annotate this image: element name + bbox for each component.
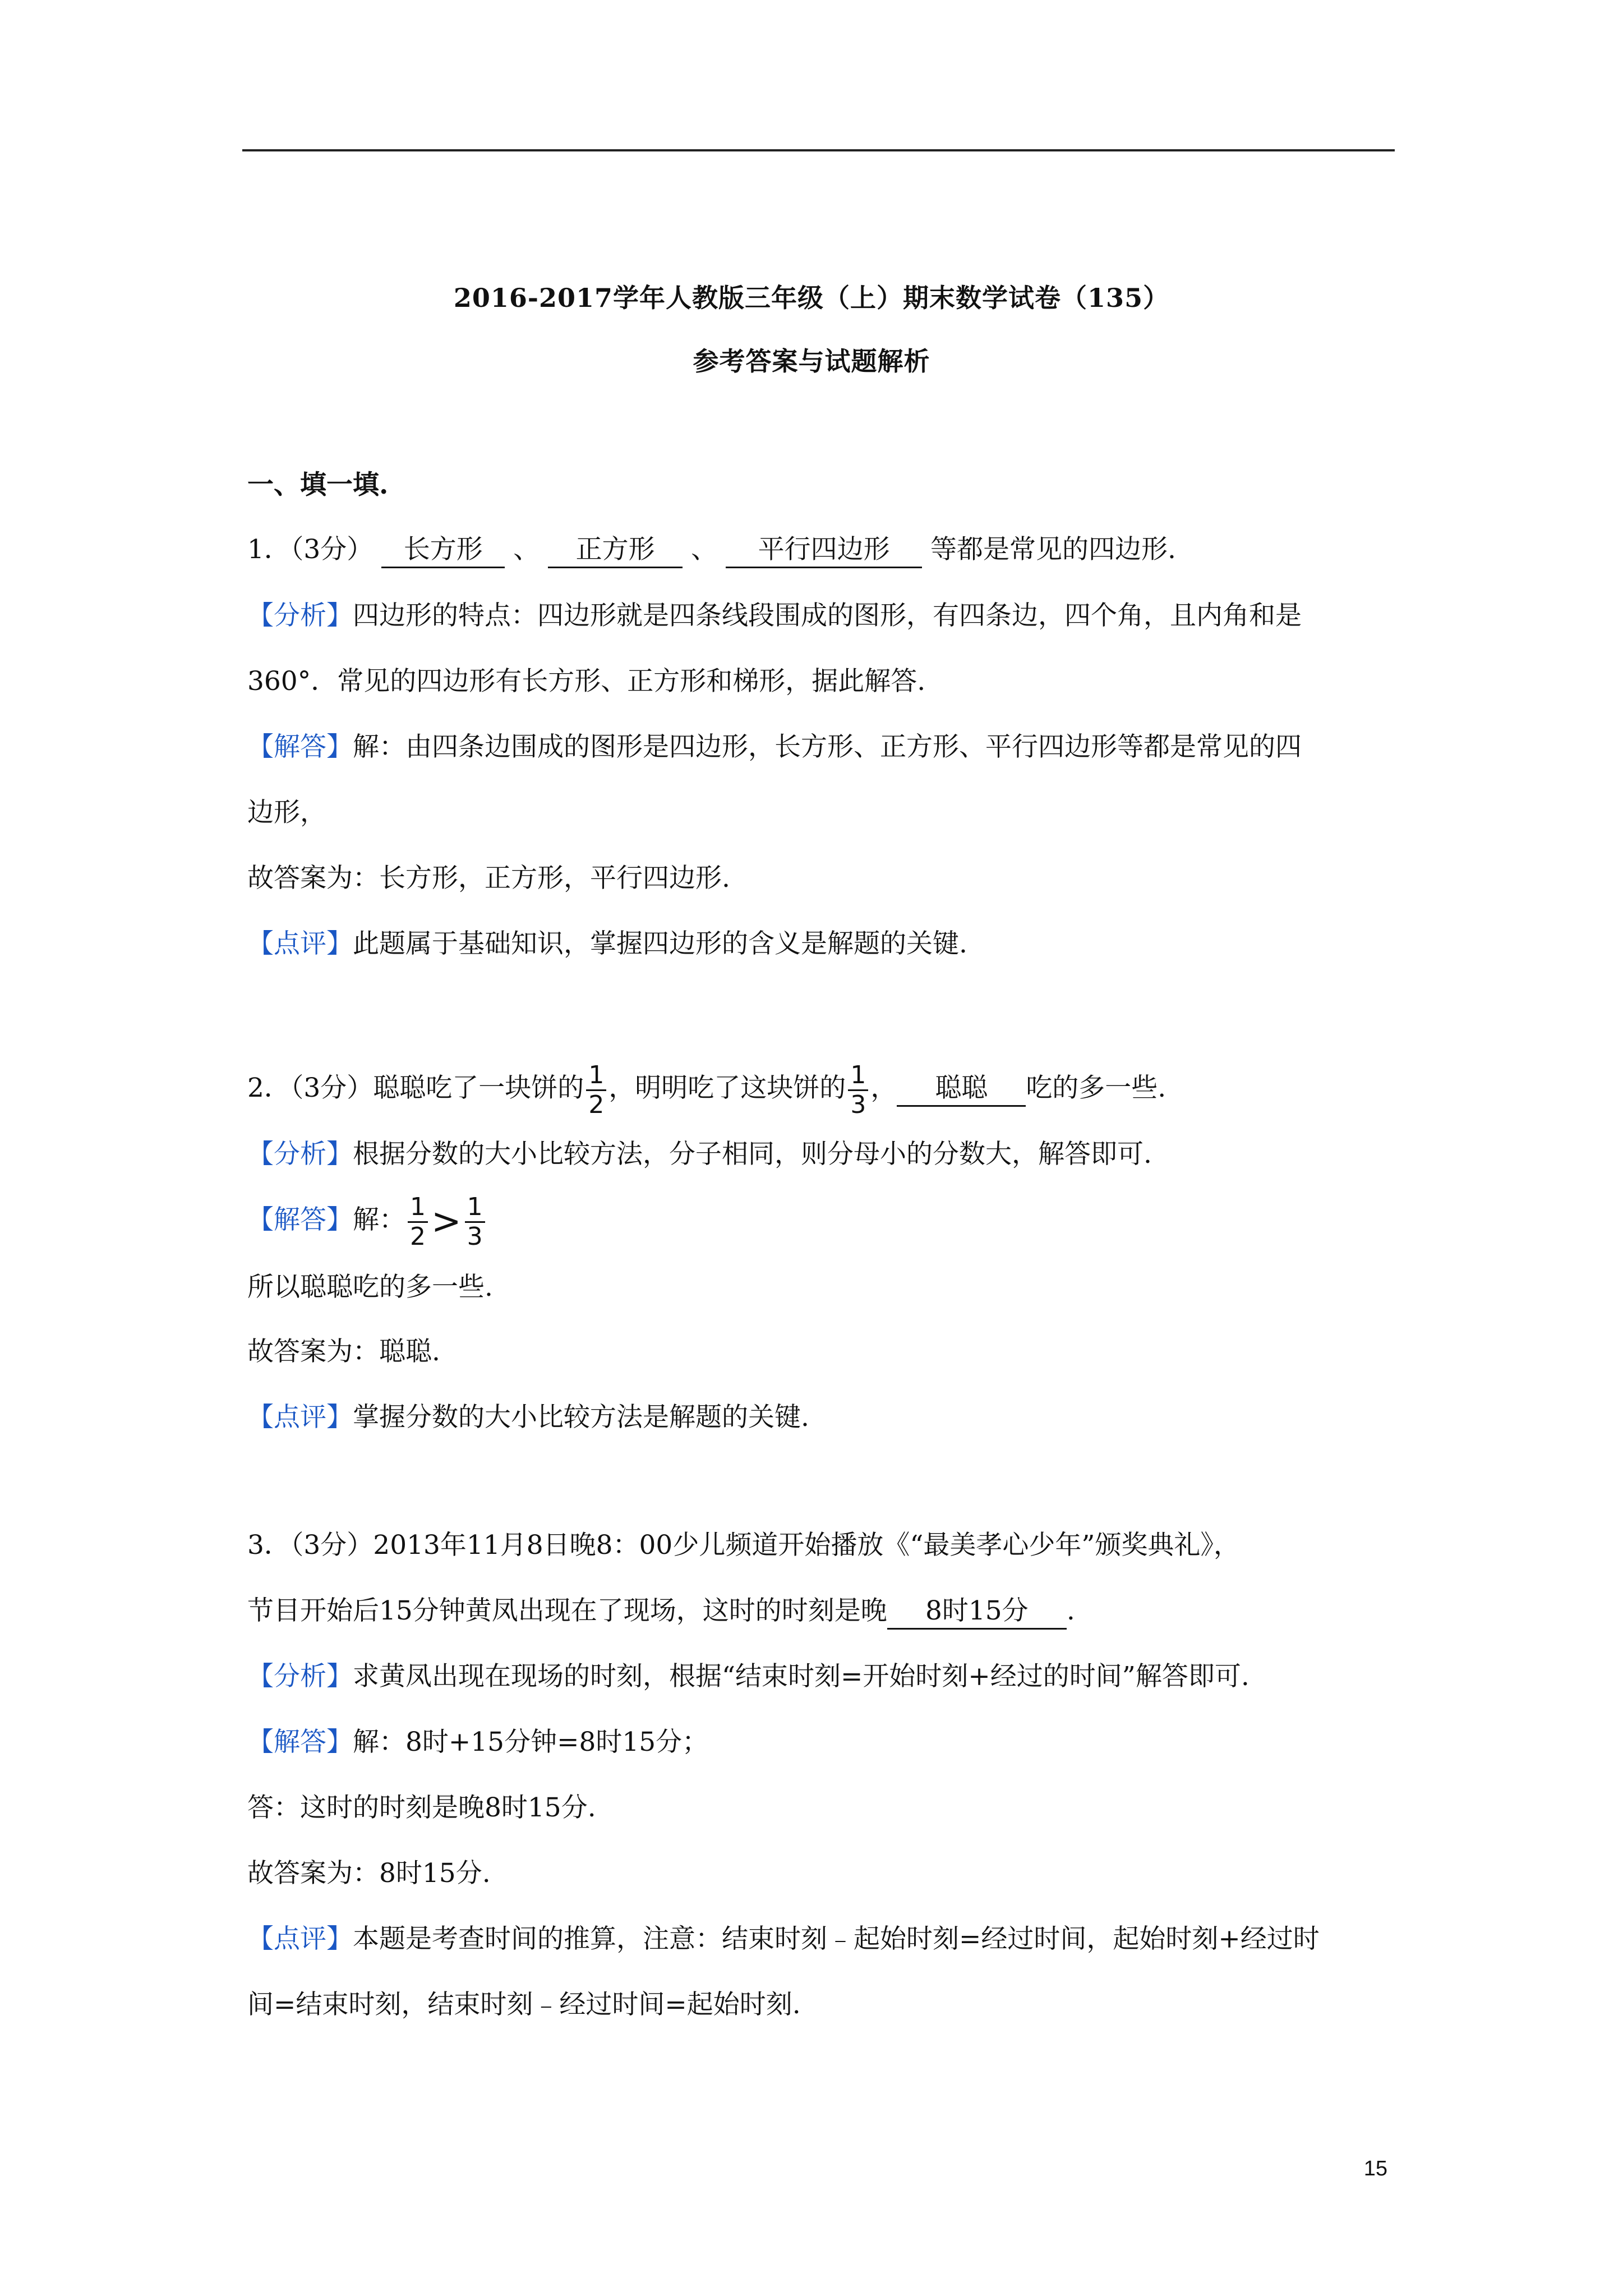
q2-fraction-2 <box>848 1061 868 1119</box>
q3-comment <box>247 1922 1320 1956</box>
fraction-numerator: 1 <box>408 1193 428 1223</box>
fraction-numerator: 1 <box>848 1061 868 1091</box>
header-rule <box>242 149 1395 151</box>
q1-answer-text-3: 故答案为：长方形，正方形，平行四边形. <box>247 863 730 894</box>
page-number: 15 <box>1363 2157 1387 2180</box>
q2-answer-text-2: 所以聪聪吃的多一些. <box>247 1272 493 1303</box>
q3-stem-line-1: 3．（3分）2013年11月8日晚8：00少儿频道开始播放《“最美孝心少年”颁奖典礼》， <box>247 1530 1240 1561</box>
comment-tag: 【点评】 <box>247 928 353 959</box>
q2-fraction-1 <box>586 1061 606 1119</box>
q1-separator-2: 、 <box>691 534 718 565</box>
q2-analysis-text-1: 根据分数的大小比较方法，分子相同，则分母小的分数大，解答即可. <box>353 1139 1152 1170</box>
q3-analysis <box>247 1660 1249 1694</box>
q2-answer-prefix: 解： <box>353 1204 405 1235</box>
q2-comment-text-1: 掌握分数的大小比较方法是解题的关键. <box>353 1402 809 1433</box>
q1-stem <box>247 533 1176 568</box>
q1-blank-2: 正方形 <box>548 533 683 568</box>
q3-answer-text-3: 故答案为：8时15分. <box>247 1858 491 1889</box>
q2-stem-prefix: 2．（3分）聪聪吃了一块饼的 <box>247 1073 584 1103</box>
q2-stem <box>247 1055 1166 1122</box>
q1-analysis-text-1: 四边形的特点：四边形就是四条线段围成的图形，有四条边，四个角，且内角和是 <box>353 600 1302 631</box>
comment-tag: 【点评】 <box>247 1402 353 1433</box>
section-heading: 一、填一填. <box>247 470 389 500</box>
q2-stem-suffix: 吃的多一些. <box>1026 1073 1166 1103</box>
q3-comment-text-2: 间=结束时刻，结束时刻﹣经过时间=起始时刻. <box>247 1989 801 2020</box>
q3-comment-text-1: 本题是考查时间的推算，注意：结束时刻﹣起始时刻=经过时间，起始时刻+经过时 <box>353 1924 1320 1954</box>
answer-tag: 【解答】 <box>247 1204 353 1235</box>
q2-blank-1: 聪聪 <box>897 1071 1026 1107</box>
q1-comment-text-1: 此题属于基础知识，掌握四边形的含义是解题的关键. <box>353 928 967 959</box>
fraction-denominator: 2 <box>588 1090 605 1119</box>
q3-answer-text-2: 答：这时的时刻是晚8时15分. <box>247 1792 596 1823</box>
q3-stem-line-2 <box>247 1594 1075 1630</box>
q3-stem-prefix: 节目开始后15分钟黄凤出现在了现场，这时的时刻是晚 <box>247 1595 887 1626</box>
document-subtitle: 参考答案与试题解析 <box>693 346 930 376</box>
q2-analysis <box>247 1138 1152 1171</box>
answer-tag: 【解答】 <box>247 1727 353 1757</box>
q1-blank-3: 平行四边形 <box>726 533 922 568</box>
q1-comment <box>247 927 967 961</box>
document-title: 2016-2017学年人教版三年级（上）期末数学试卷（135） <box>453 283 1170 313</box>
fraction-numerator: 1 <box>465 1193 485 1223</box>
q1-answer <box>247 730 1302 764</box>
q1-blank-1: 长方形 <box>381 533 505 568</box>
q2-stem-mid: ，明明吃了这块饼的 <box>608 1073 846 1103</box>
q3-answer <box>247 1726 708 1759</box>
q1-analysis-text-2: 360°．常见的四边形有长方形、正方形和梯形，据此解答. <box>247 666 926 697</box>
q2-comment <box>247 1401 809 1434</box>
q2-stem-comma: ， <box>870 1073 897 1103</box>
q2-compare-left-fraction <box>408 1193 428 1251</box>
q1-stem-prefix: 1．（3分） <box>247 534 374 565</box>
analysis-tag: 【分析】 <box>247 1661 353 1692</box>
q1-separator-1: 、 <box>513 534 540 565</box>
q2-compare-right-fraction <box>465 1193 485 1251</box>
comment-tag: 【点评】 <box>247 1924 353 1954</box>
answer-tag: 【解答】 <box>247 731 353 762</box>
q2-answer-text-3: 故答案为：聪聪. <box>247 1336 440 1367</box>
greater-than-symbol: > <box>431 1201 462 1243</box>
q3-analysis-text-1: 求黄凤出现在现场的时刻，根据“结束时刻=开始时刻+经过的时间”解答即可. <box>353 1661 1249 1692</box>
q1-answer-text-1: 解：由四条边围成的图形是四边形，长方形、正方形、平行四边形等都是常见的四 <box>353 731 1302 762</box>
q3-answer-text-1: 解：8时+15分钟=8时15分； <box>353 1727 709 1757</box>
analysis-tag: 【分析】 <box>247 600 353 631</box>
analysis-tag: 【分析】 <box>247 1139 353 1170</box>
q1-answer-text-2: 边形， <box>247 797 326 828</box>
q3-blank-1: 8时15分 <box>887 1594 1067 1630</box>
q1-analysis <box>247 599 1302 633</box>
fraction-numerator: 1 <box>586 1061 606 1091</box>
q1-stem-suffix: 等都是常见的四边形. <box>930 534 1176 565</box>
fraction-denominator: 3 <box>467 1222 483 1251</box>
fraction-denominator: 3 <box>850 1090 866 1119</box>
q3-stem-suffix: . <box>1066 1595 1075 1626</box>
q2-answer <box>247 1186 487 1255</box>
fraction-denominator: 2 <box>410 1222 426 1251</box>
